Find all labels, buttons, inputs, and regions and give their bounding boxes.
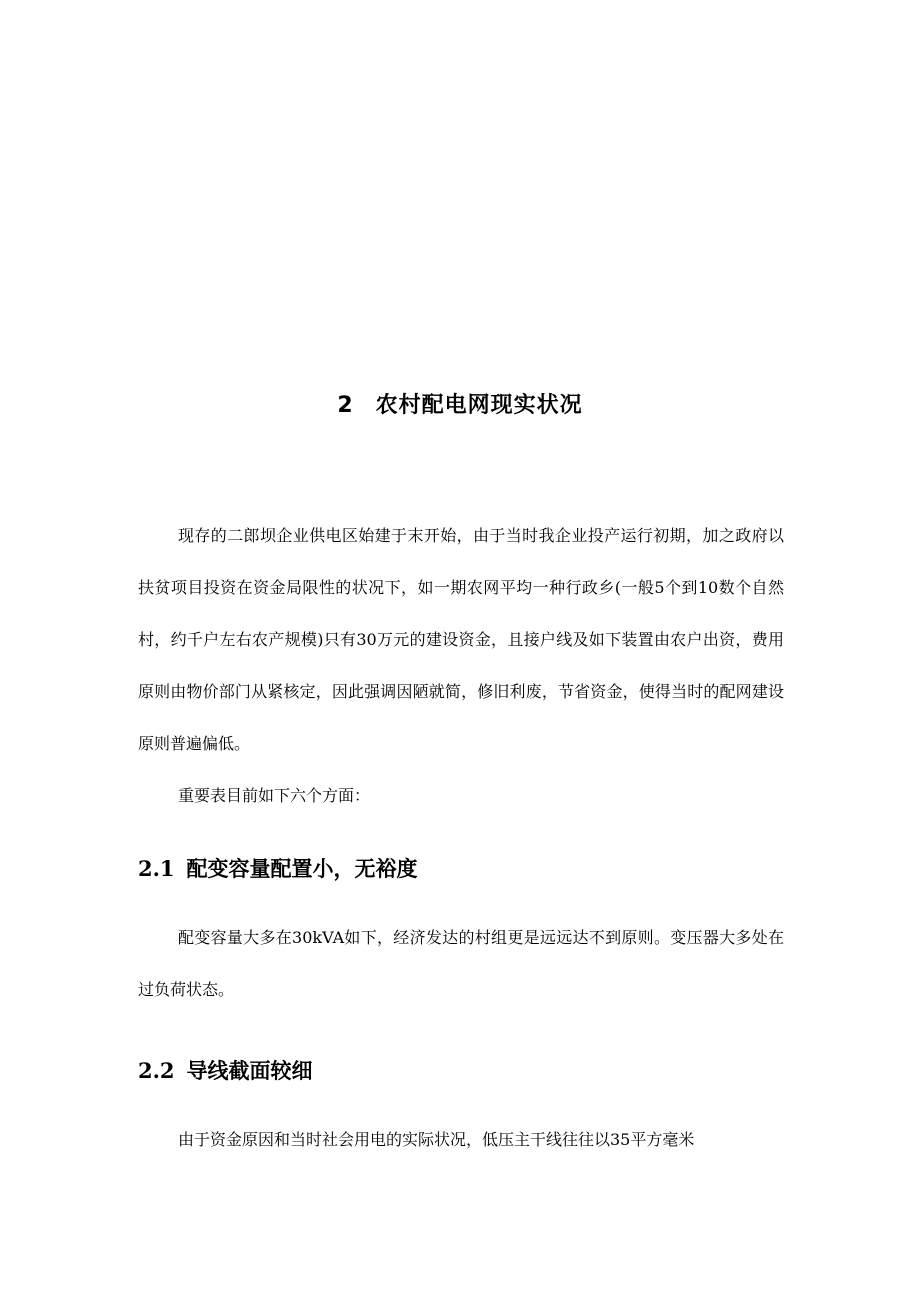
intro-paragraph: 现存的二郎坝企业供电区始建于末开始，由于当时我企业投产运行初期，加之政府以扶贫项目投资在资金局限性的状况下，如一期农网平均一种行政乡(一般5个到10数个自然村，约千户左右农产规模)只有30万元的建设资金，且接户线及如下装置由农户出资，费用原则由物价部门从紧核定，因此强调因陋就简，修旧利废，节省资金，使得当时的配网建设原则普遍偏低。 [138,526,784,753]
chapter-heading [0,388,920,419]
section-number: 2.2 [138,1058,175,1083]
section-heading-2-1 [138,853,418,883]
chapter-number: 2 [337,393,354,418]
summary-paragraph: 重要表目前如下六个方面： [178,786,371,805]
section-title: 导线截面较细 [186,1058,313,1083]
section-2-1-paragraph: 配变容量大多在30kVA如下，经济发达的村组更是远远达不到原则。变压器大多处在过负荷状态。 [138,928,784,999]
chapter-title: 农村配电网现实状况 [375,393,583,418]
section-title: 配变容量配置小，无裕度 [186,856,418,881]
section-number: 2.1 [138,856,175,881]
section-heading-2-2 [138,1055,313,1085]
section-2-2-paragraph: 由于资金原因和当时社会用电的实际状况，低压主干线往往以35平方毫米 [178,1130,695,1149]
